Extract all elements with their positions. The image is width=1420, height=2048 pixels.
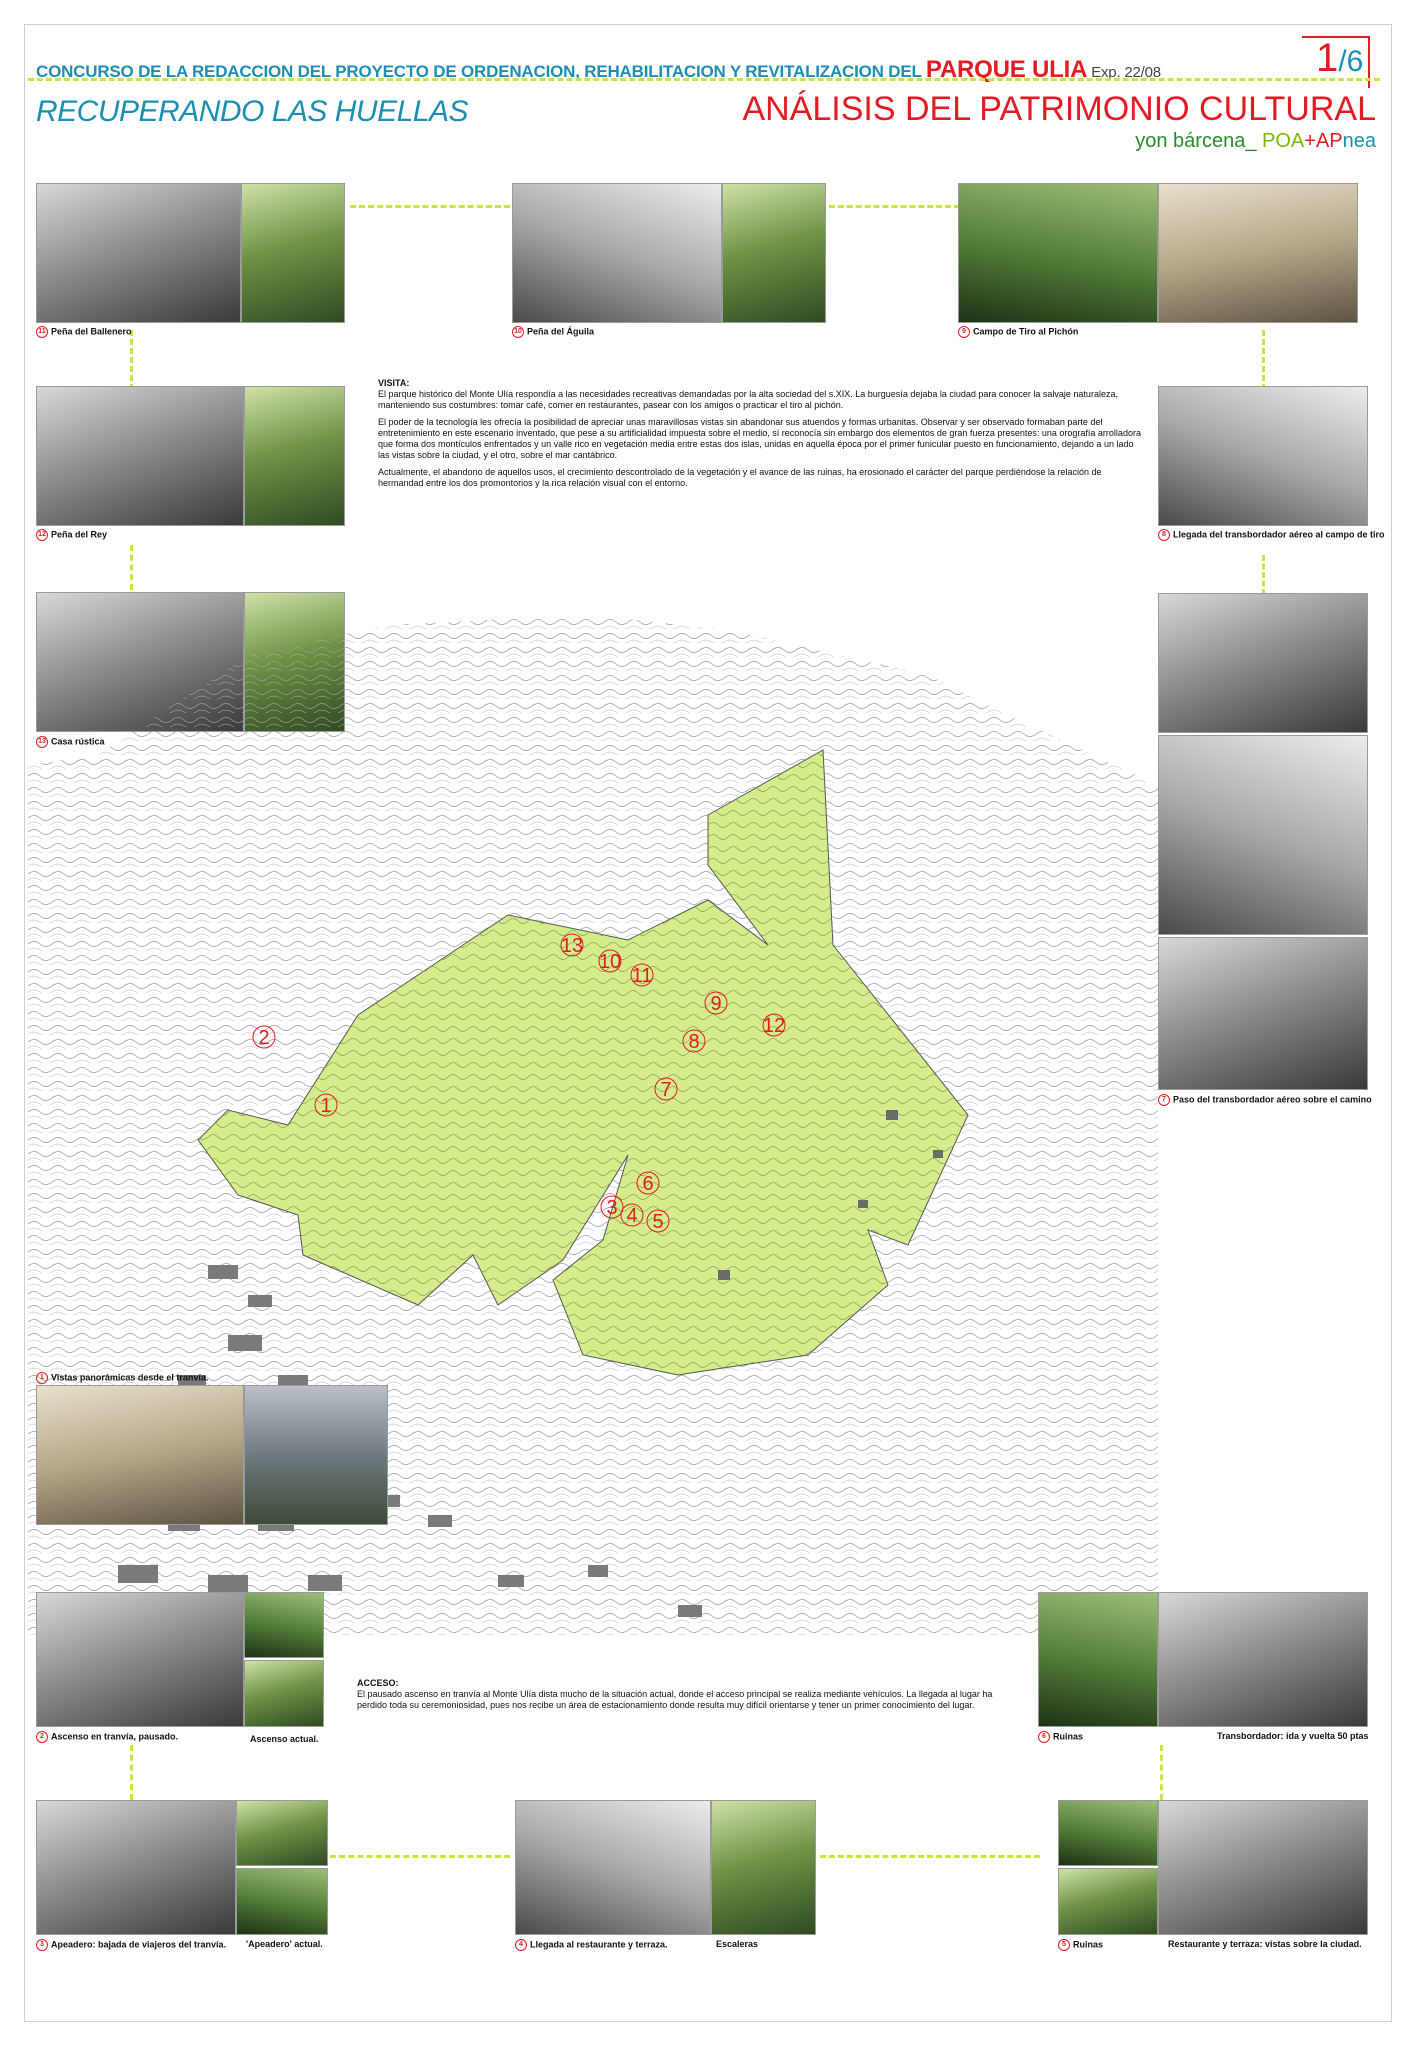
caption-1: 1 Vistas panorámicas desde el tranvía. <box>36 1372 208 1384</box>
expedient-number: Exp. 22/08 <box>1087 64 1161 81</box>
map-marker-9: 9 <box>710 993 722 1015</box>
photo-current-ruinas-6 <box>1038 1592 1158 1727</box>
acceso-text <box>357 1678 997 1717</box>
photo-historic-vistas-tranvia <box>36 1385 244 1525</box>
photo-current-campo-tiro <box>958 183 1158 323</box>
caption-12: 12 Peña del Rey <box>36 529 107 541</box>
caption-3b: 'Apeadero' actual. <box>246 1939 323 1949</box>
connector <box>1262 555 1265 595</box>
caption-5: 5 Ruinas <box>1058 1939 1103 1951</box>
caption-2: 2 Ascenso en tranvía, pausado. <box>36 1731 178 1743</box>
caption-5b: Restaurante y terraza: vistas sobre la ciudad. <box>1168 1939 1362 1949</box>
caption-6: 6 Ruinas <box>1038 1731 1083 1743</box>
map-marker-10: 10 <box>598 951 622 973</box>
map-marker-6: 6 <box>642 1173 654 1195</box>
photo-historic-restaurante <box>515 1800 711 1935</box>
photo-historic-apeadero <box>36 1800 236 1935</box>
caption-7: 7 Paso del transbordador aéreo sobre el camino <box>1158 1094 1372 1106</box>
connector <box>130 1745 133 1800</box>
connector <box>1262 330 1265 390</box>
map-marker-13: 13 <box>560 935 584 957</box>
caption-4: 4 Llegada al restaurante y terraza. <box>515 1939 668 1951</box>
caption-13: 13 Casa rústica <box>36 736 105 748</box>
photo-current-ascenso-2 <box>244 1660 324 1727</box>
photo-current-pena-ballenero <box>241 183 345 323</box>
photo-historic-transbordador-burros <box>1158 1592 1368 1727</box>
photo-historic-transbordador-camino <box>1158 937 1368 1090</box>
photo-historic-pena-aguila <box>512 183 722 323</box>
connector <box>130 545 133 590</box>
visita-paragraph-1: El parque histórico del Monte Ulía respondía a las necesidades recreativas demandadas por la alta sociedad del s.XIX. La burguesía dejaba la ciudad para conocer la salvaje naturaleza, manteniendo sus costumbres: tomar café, comer en restaurantes, pasear con los amigos o practicar el tiro al pichón. <box>378 389 1118 410</box>
connector <box>330 1855 510 1858</box>
photo-historic-transbordador-postcard <box>1158 735 1368 935</box>
map-marker-2: 2 <box>258 1027 270 1049</box>
caption-3: 3 Apeadero: bajada de viajeros del tranvía. <box>36 1939 226 1951</box>
connector <box>820 1855 1040 1858</box>
connector <box>1160 1745 1163 1800</box>
connector <box>350 205 510 208</box>
photo-historic-tranvia-ascenso <box>36 1592 244 1727</box>
photo-historic-transbordador-llegada <box>1158 386 1368 526</box>
photo-current-ruinas-5a <box>1058 1800 1158 1866</box>
photo-current-vistas <box>244 1385 388 1525</box>
photo-current-pena-rey <box>244 386 345 526</box>
header-dashed-rule <box>28 78 1380 81</box>
photo-historic-campo-tiro <box>1158 183 1358 323</box>
map-marker-1: 1 <box>320 1095 332 1117</box>
photo-historic-transbordador-cable <box>1158 593 1368 733</box>
caption-6b: Transbordador: ida y vuelta 50 ptas <box>1217 1731 1369 1741</box>
photo-historic-pena-rey <box>36 386 244 526</box>
author-credit: yon bárcena_ POA+APnea <box>1135 130 1376 152</box>
visita-paragraph-3: Actualmente, el abandono de aquellos usos, el crecimiento descontrolado de la vegetación y el avance de las ruinas, ha erosionado el carácter del parque perdiéndose la relación de hermandad entre los dos promontorios y la rica relación visual con el entorno. <box>378 467 1102 488</box>
page-number: 1/6 <box>1316 36 1364 80</box>
caption-8: 8 Llegada del transbordador aéreo al campo de tiro <box>1158 529 1385 541</box>
caption-4b: Escaleras <box>716 1939 759 1949</box>
visita-title: VISITA: <box>378 378 410 388</box>
motto: RECUPERANDO LAS HUELLAS <box>36 95 468 128</box>
connector <box>130 330 133 390</box>
photo-historic-restaurante-terraza <box>1158 1800 1368 1935</box>
map-marker-3: 3 <box>606 1197 618 1219</box>
acceso-paragraph: El pausado ascenso en tranvía al Monte Ulía dista mucho de la situación actual, donde el acceso principal se realiza mediante vehículos. La llegada al lugar ha perdido toda su ceremoniosidad, pues nos recibe un área de estacionamiento donde resulta muy difícil orientarse y tener un primer conocimiento del lugar. <box>357 1689 993 1710</box>
map-marker-11: 11 <box>631 965 653 987</box>
photo-historic-pena-ballenero <box>36 183 241 323</box>
map-marker-12: 12 <box>762 1015 786 1037</box>
section-title: ANÁLISIS DEL PATRIMONIO CULTURAL <box>742 90 1376 128</box>
caption-2b: Ascenso actual. <box>250 1734 319 1744</box>
photo-current-pena-aguila <box>722 183 826 323</box>
photo-current-apeadero-2 <box>236 1868 328 1935</box>
connector <box>820 205 960 208</box>
contest-title: CONCURSO DE LA REDACCION DEL PROYECTO DE ORDENACION, REHABILITACION Y REVITALIZACION DEL PARQUE ULIA Exp. 22/08 <box>36 56 1161 83</box>
map-marker-4: 4 <box>626 1205 638 1227</box>
photo-current-ruinas-5b <box>1058 1868 1158 1935</box>
park-name: PARQUE ULIA <box>925 56 1088 83</box>
photo-current-apeadero-1 <box>236 1800 328 1866</box>
caption-11: 11 Peña del Ballenero <box>36 326 132 338</box>
map-marker-7: 7 <box>660 1079 672 1101</box>
map-marker-5: 5 <box>652 1211 664 1233</box>
visita-paragraph-2: El poder de la tecnología les ofrecía la posibilidad de apreciar unas maravillosas vistas sin abandonar sus atuendos y formas urbanitas. Observar y ser observado formaban parte del entretenimiento en este escenario inventado, que pese a su artificialidad impuesta sobre el medio, sí reconocía sin embargo dos elementos de gran fuerza presentes: una orografía arrolladora que forma dos montículos enfrentados y un valle rico en vegetación media entre estas dos islas, unidas en aquella época por el primer funicular puesto en funcionamiento, dejando a un lado las vistas sobre la ciudad, y el otro, sobre el mar cantábrico. <box>378 417 1141 460</box>
map-marker-8: 8 <box>688 1031 700 1053</box>
photo-current-escaleras <box>711 1800 816 1935</box>
caption-9: 9 Campo de Tiro al Pichón <box>958 326 1078 338</box>
visita-text <box>378 378 1143 495</box>
photo-current-ascenso-1 <box>244 1592 324 1658</box>
acceso-title: ACCESO: <box>357 1678 399 1688</box>
caption-10: 10 Peña del Águila <box>512 326 594 338</box>
